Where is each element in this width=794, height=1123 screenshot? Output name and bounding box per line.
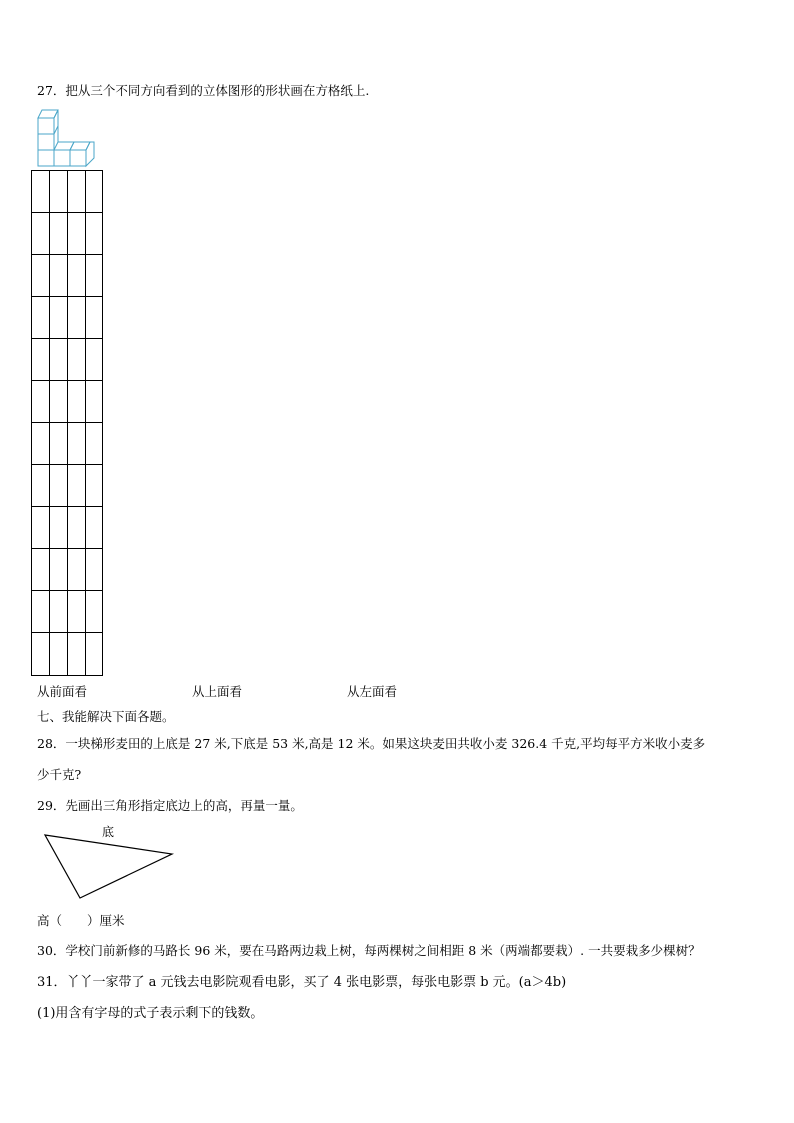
triangle-shape [45, 835, 172, 898]
question-30-text: 30．学校门前新修的马路长 96 米，要在马路两边栽上树，每两棵树之间相距 8 米（两端都要栽）. 一共要栽多少棵树？ [37, 943, 701, 958]
question-28-text-line2: 少千克? [37, 767, 82, 782]
base-label: 底 [102, 825, 115, 839]
cube-front-face [38, 118, 54, 134]
question-27-text: 27．把从三个不同方向看到的立体图形的形状画在方格纸上. [37, 83, 370, 98]
cube-front-face [38, 134, 54, 150]
cube-front-face [54, 150, 70, 166]
question-31-part1-text: (1)用含有字母的式子表示剩下的钱数。 [37, 1006, 264, 1021]
view-label-top: 从上面看 [192, 684, 243, 699]
question-28-text-line1: 28．一块梯形麦田的上底是 27 米,下底是 53 米,高是 12 米。如果这块麦田共收小麦 326.4 千克,平均每平方米收小麦多 [37, 736, 706, 751]
cube-front-face [38, 150, 54, 166]
grid-paper[interactable] [31, 170, 103, 676]
cube-figure [30, 106, 102, 170]
view-labels [37, 682, 437, 700]
view-label-left: 从左面看 [347, 684, 398, 699]
cube-front-face [70, 150, 86, 166]
section-7-heading: 七、我能解决下面各题。 [37, 709, 175, 724]
height-answer-text[interactable]: 高（ ）厘米 [37, 913, 125, 928]
view-label-front: 从前面看 [37, 684, 88, 699]
triangle-figure[interactable] [40, 822, 180, 902]
cube-side-face [54, 110, 58, 134]
cube-side-face [86, 142, 94, 166]
question-29-text: 29．先画出三角形指定底边上的高，再量一量。 [37, 798, 303, 813]
question-31-text: 31．丫丫一家带了 a 元钱去电影院观看电影，买了 4 张电影票，每张电影票 b 元。(a＞4b) [37, 975, 567, 990]
